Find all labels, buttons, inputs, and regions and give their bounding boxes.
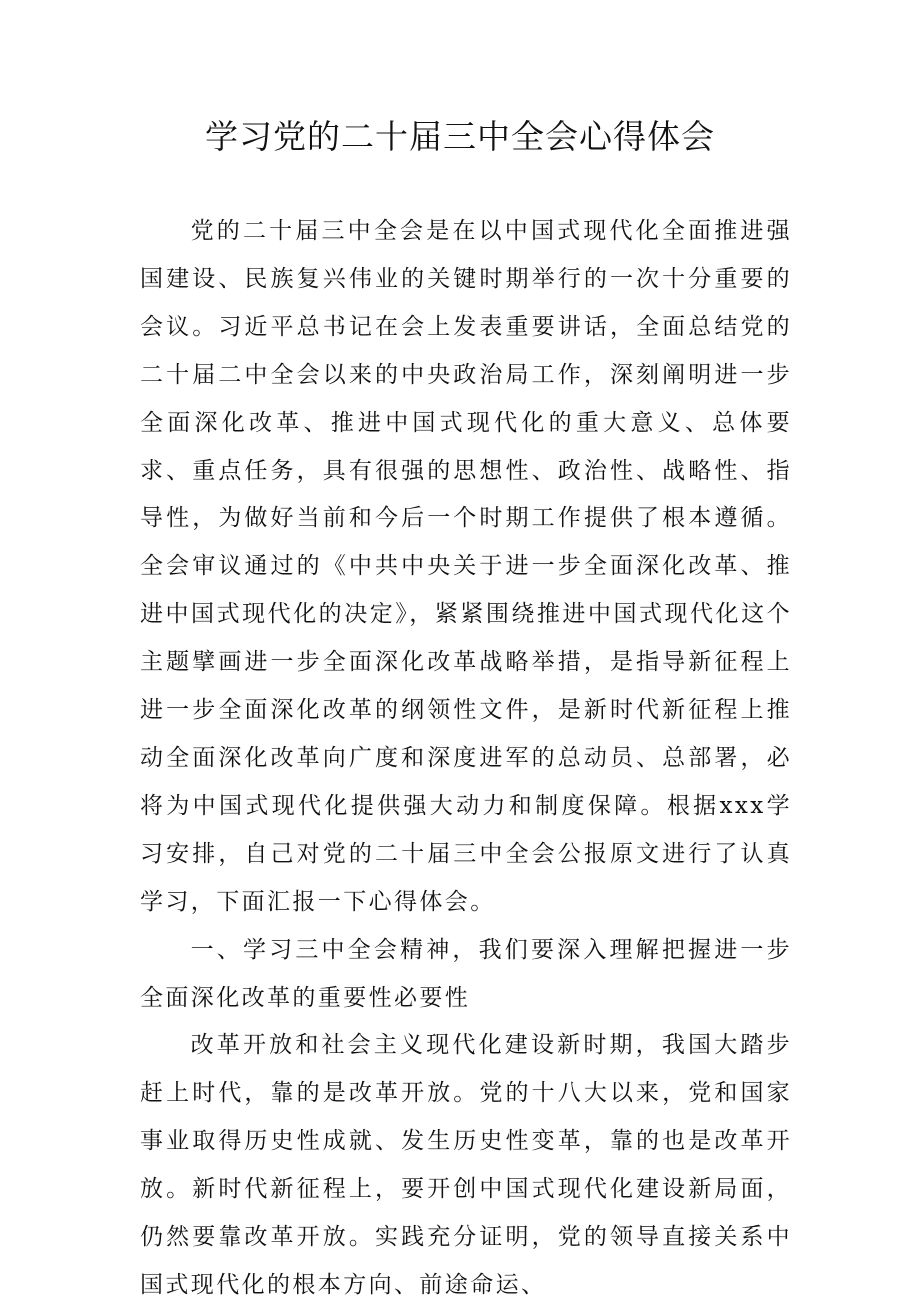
document-title: 学习党的二十届三中全会心得体会: [205, 117, 715, 156]
paragraph-section-1: 改革开放和社会主义现代化建设新时期，我国大踏步赶上时代，靠的是改革开放。党的十八大以来，党和国家事业取得历史性成就、发生历史性变革，靠的也是改革开放。新时代新征程上，要开创中国式现代化建设新局面，仍然要靠改革开放。实践充分证明，党的领导直接关系中国式现代化的根本方向、前途命运、: [140, 1032, 792, 1298]
section-heading-1: 一、学习三中全会精神，我们要深入理解把握进一步全面深化改革的重要性必要性: [140, 936, 792, 1011]
document-body: [140, 208, 792, 1310]
paragraph-intro: 党的二十届三中全会是在以中国式现代化全面推进强国建设、民族复兴伟业的关键时期举行的一次十分重要的会议。习近平总书记在会上发表重要讲话，全面总结党的二十届二中全会以来的中央政治局工作，深刻阐明进一步全面深化改革、推进中国式现代化的重大意义、总体要求、重点任务，具有很强的思想性、政治性、战略性、指导性，为做好当前和今后一个时期工作提供了根本遵循。全会审议通过的《中共中央关于进一步全面深化改革、推进中国式现代化的决定》，紧紧围绕推进中国式现代化这个主题擘画进一步全面深化改革战略举措，是指导新征程上进一步全面深化改革的纲领性文件，是新时代新征程上推动全面深化改革向广度和深度进军的总动员、总部署，必将为中国式现代化提供强大动力和制度保障。根据xxx学习安排，自己对党的二十届三中全会公报原文进行了认真学习，下面汇报一下心得体会。: [140, 218, 792, 915]
